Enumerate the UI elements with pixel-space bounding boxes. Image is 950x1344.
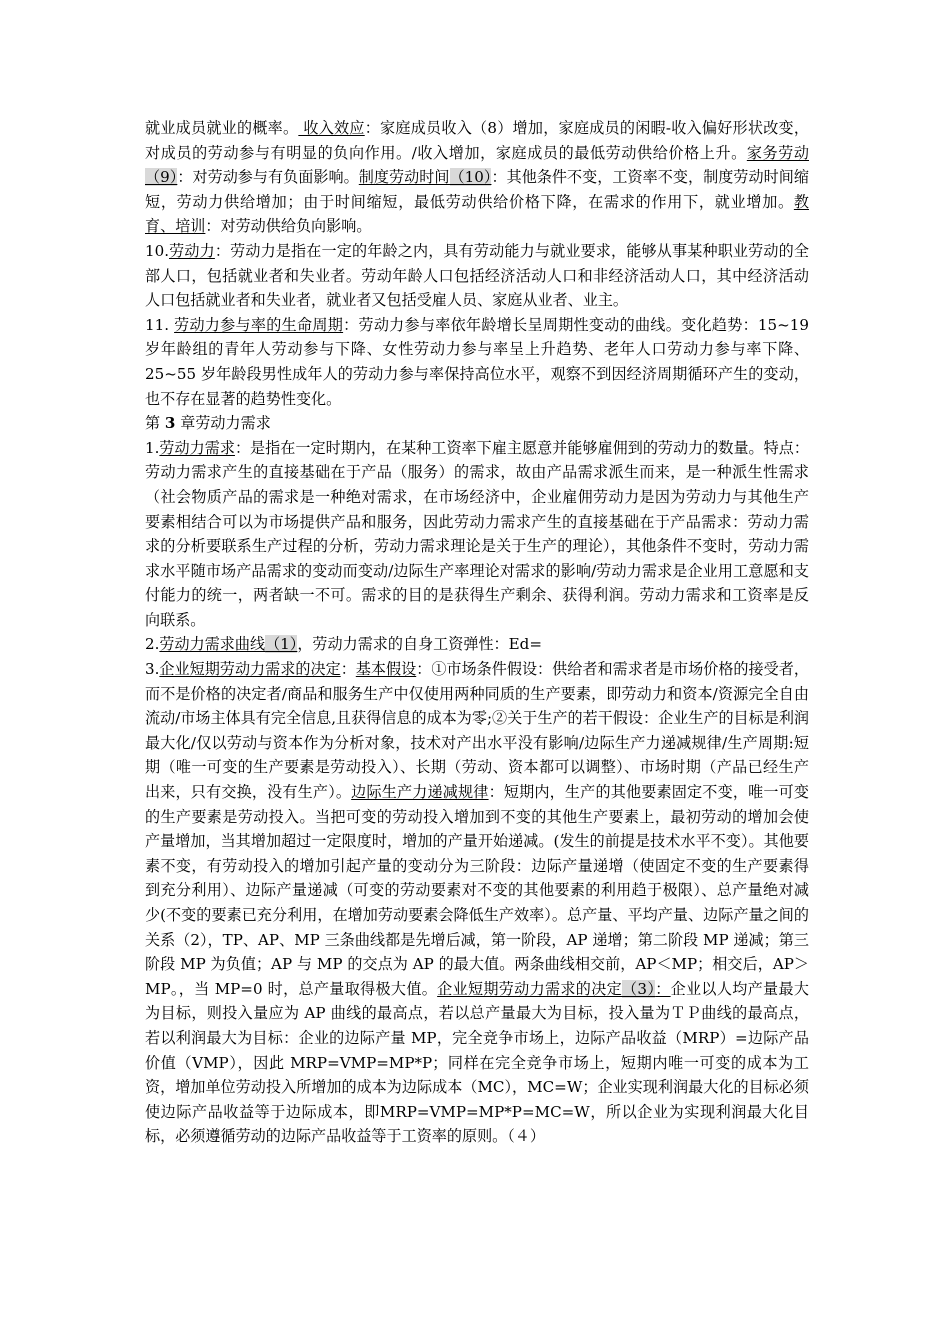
paragraph-demand-curve [145, 632, 809, 657]
underlined-term: 企业短期劳动力需求的决定 [159, 660, 341, 679]
text-run: 章劳动力需求 [175, 414, 271, 433]
paragraph-short-run-demand [145, 657, 809, 1149]
underlined-term: （10） [449, 168, 492, 187]
underlined-term: 收入效应 [298, 119, 365, 137]
text-run: ： [340, 660, 356, 679]
text-run: 第 [145, 414, 165, 433]
text-run: 企业以人均产量最大为目标，则投入量应为 AP 曲线的最高点，若以总产量最大为目标，投入量为ＴＰ曲线的最高点，若以利润最大为目标：企业的边际产量 MP，完全竞争市场上，边际产品收益（MRP）=边际产品价值（VMP），因此 MRP=VMP=MP*P；同样在完全竞争市场上，短期内唯一可变的成本为工资，增加单位劳动投入所增加的成本为边际成本（MC），MC=W；企业实现利润最大化的目标必须使边际产品收益等于边际成本，即MRP=VMP=MP*P=MC=W，所以企业为实现利润最大化目标，必须遵循劳动的边际产品收益等于工资率的原则。（４） [145, 979, 809, 1146]
text-run: ：是指在一定时期内，在某种工资率下雇主愿意并能够雇佣到的劳动力的数量。特点：劳动力需求产生的直接基础在于产品（服务）的需求，故由产品需求派生而来，是一种派生性需求（社会物质产品的需求是一种绝对需求，在市场经济中，企业雇佣劳动力是因为劳动力与其他生产要素相结合可以为市场提供产品和服务，因此劳动力需求产生的直接基础在于产品需求：劳动力需求的分析要联系生产过程的分析，劳动力需求理论是关于生产的理论），其他条件不变时，劳动力需求水平随市场产品需求的变动而变动/边际生产率理论对需求的影响/劳动力需求是企业用工意愿和支付能力的统一，两者缺一不可。需求的目的是获得生产剩余、获得利润。劳动力需求和工资率是反向联系。 [145, 438, 809, 629]
text-run: ：对劳动供给负向影响。 [205, 217, 372, 236]
text-run: ，劳动力需求的自身工资弹性：Ed= [297, 635, 542, 654]
text-run: ：①市场条件假设：供给者和需求者是市场价格的接受者，而不是价格的决定者/商品和服务生产中仅使用两种同质的生产要素，即劳动力和资本/资源完全自由流动/市场主体具有完全信息,且获得信息的成本为零;②关于生产的若干假设：企业生产的目标是利润最大化/仅以劳动与资本作为分析对象，技术对产出水平没有影响/边际生产力递减规律/生产周期:短期（唯一可变的生产要素是劳动投入）、长期（劳动、资本都可以调整）、市场时期（产品已经生产出来，只有交换，没有生产）。 [145, 660, 810, 802]
underlined-term: 家务劳动 [746, 143, 809, 162]
text-run: ：劳动力参与率依年龄增长呈周期性变动的曲线。变化趋势：15~19 岁年龄组的青年人劳动参与下降、女性劳动力参与率呈上升趋势、老年人口劳动力参与率下降、25~55 岁年龄段男性成年人的劳动力参与率保持高位水平，观察不到因经济周期循环产生的变动，也不存在显著的趋势性变化。 [145, 315, 809, 408]
underlined-term: 劳动力需求 [159, 438, 235, 457]
paragraph-labor-demand [145, 436, 809, 633]
text-run: ：劳动力是指在一定的年龄之内，具有劳动能力与就业要求，能够从事某种职业劳动的全部人口，包括就业者和失业者。劳动年龄人口包括经济活动人口和非经济活动人口，其中经济活动人口包括就业者和失业者，就业者又包括受雇人员、家庭从业者、业主。 [145, 241, 809, 310]
underlined-term: 制度劳动时间 [358, 168, 450, 187]
underlined-term: ： [655, 979, 671, 998]
paragraph-income-effect [145, 116, 809, 239]
underlined-term: 劳动力参与率的生命周期 [174, 315, 344, 334]
document-body [145, 116, 809, 1149]
underlined-term: 教育、培训 [145, 192, 809, 236]
underlined-term: （1） [265, 635, 298, 654]
underlined-term: 劳动力 [169, 241, 215, 260]
text-run: ：对劳动参与有负面影响。 [177, 168, 359, 187]
underlined-term: 劳动力需求曲线 [159, 635, 266, 654]
text-run: 3. [145, 660, 160, 679]
paragraph-labor-force [145, 239, 809, 313]
underlined-term: 企业短期劳动力需求的决定 [437, 979, 623, 998]
text-run: 11. [145, 315, 175, 334]
underlined-term: （3） [622, 979, 656, 998]
text-run: 3 [164, 414, 176, 433]
text-run: 就业成员就业的概率。 [145, 119, 299, 137]
paragraph-participation-lifecycle [145, 313, 809, 411]
text-run: ：短期内，生产的其他要素固定不变，唯一可变的生产要素是劳动投入。当把可变的劳动投入增加到不变的其他生产要素上，最初劳动的增加会使产量增加，当其增加超过一定限度时，增加的产量开始递减。(发生的前提是技术水平不变）。其他要素不变，有劳动投入的增加引起产量的变动分为三阶段：边际产量递增（使固定不变的生产要素得到充分利用）、边际产量递减（可变的劳动要素对不变的其他要素的利用趋于极限）、总产量绝对减少(不变的要素已充分利用，在增加劳动要素会降低生产效率）。总产量、平均产量、边际产量之间的关系（2），TP、AP、MP 三条曲线都是先增后减，第一阶段，AP 递增；第二阶段 MP 递减；第三阶段 MP 为负值；AP 与 MP 的交点为 AP 的最大值。两条曲线相交前，AP＜MP；相交后，AP＞MP。，当 MP=0 时，总产量取得极大值。 [145, 783, 809, 998]
text-run: ：家庭成员收入（8）增加，家庭成员的闲暇-收入偏好形状改变，对成员的劳动参与有明显的负向作用。/收入增加，家庭成员的最低劳动供给价格上升。 [145, 119, 809, 162]
chapter-heading [145, 411, 809, 436]
underlined-term: 边际生产力递减规律 [351, 783, 489, 802]
text-run: 2. [145, 635, 160, 654]
text-run: ：其他条件不变，工资率不变，制度劳动时间缩短，劳动力供给增加；由于时间缩短，最低劳动供给价格下降，在需求的作用下，就业增加。 [145, 168, 809, 211]
underlined-term: 基本假设 [355, 660, 417, 679]
underlined-term: （9） [145, 168, 178, 187]
text-run: 1. [145, 438, 160, 457]
text-run: 10. [145, 241, 170, 260]
